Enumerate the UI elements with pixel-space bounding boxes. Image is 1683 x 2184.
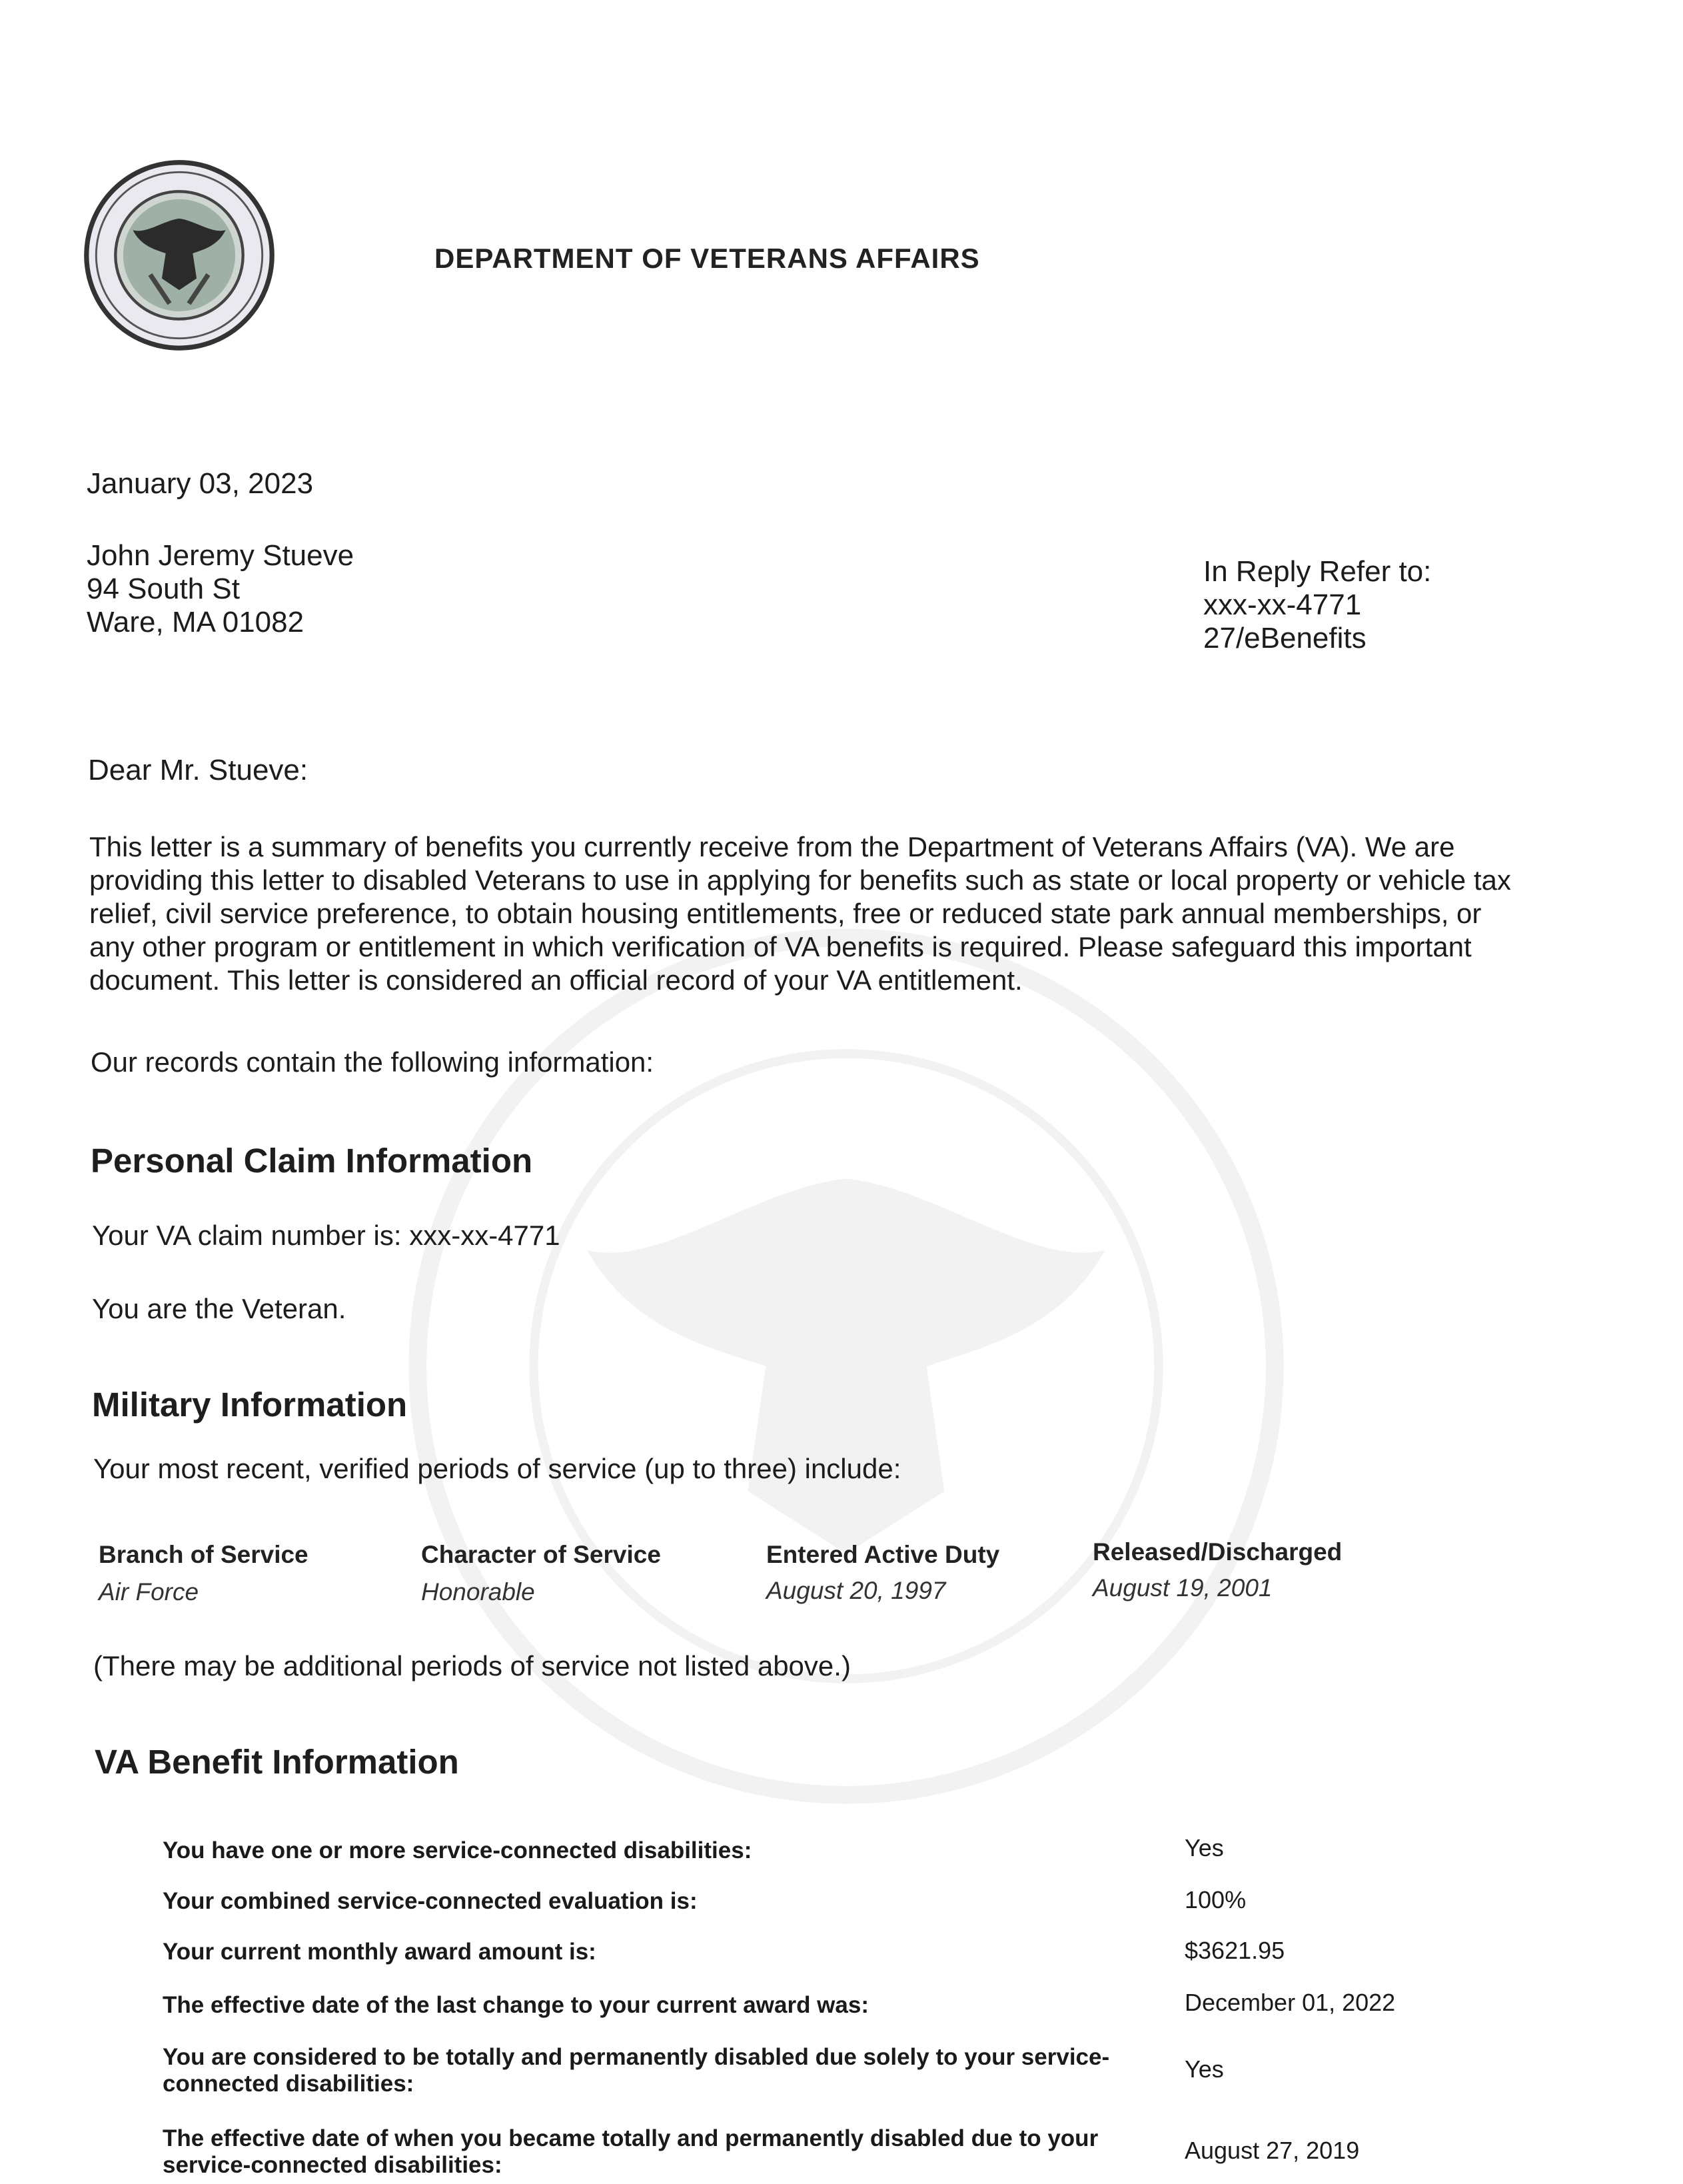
benefit-label-line: service-connected disabilities: (163, 2152, 502, 2178)
intro-line: any other program or entitlement in which verification of VA benefits is required. Please safeguard this important (89, 931, 1472, 962)
benefit-label-line: connected disabilities: (163, 2071, 414, 2097)
intro-line: document. This letter is considered an official record of your VA entitlement. (89, 964, 1023, 996)
benefit-heading: VA Benefit Information (95, 1743, 459, 1781)
personal-claim-heading: Personal Claim Information (91, 1142, 533, 1180)
benefit-value: $3621.95 (1185, 1937, 1285, 1964)
reply-file-number: xxx-xx-4771 (1203, 588, 1362, 621)
service-entered-value: August 20, 1997 (766, 1577, 946, 1604)
service-character-value: Honorable (421, 1578, 535, 1606)
recipient-city: Ware, MA 01082 (87, 606, 304, 638)
benefit-label: You have one or more service-connected disabilities: (163, 1837, 752, 1863)
records-line: Our records contain the following information: (91, 1046, 654, 1078)
letter-date: January 03, 2023 (87, 467, 314, 500)
reply-refer-label: In Reply Refer to: (1203, 555, 1432, 588)
military-heading: Military Information (92, 1386, 408, 1424)
benefit-label-line: You are considered to be totally and permanently disabled due solely to your service- (163, 2044, 1110, 2070)
intro-line: This letter is a summary of benefits you currently receive from the Department of Veterans Affairs (VA). We are (89, 831, 1455, 862)
intro-line: relief, civil service preference, to obtain housing entitlements, free or reduced state park annual memberships, or (89, 898, 1482, 929)
column-character: Character of Service (421, 1541, 661, 1568)
column-released: Released/Discharged (1093, 1538, 1343, 1566)
va-seal-logo (83, 159, 276, 352)
salutation: Dear Mr. Stueve: (88, 754, 308, 786)
benefit-value: December 01, 2022 (1185, 1989, 1396, 2016)
intro-line: providing this letter to disabled Veterans to use in applying for benefits such as state or local property or vehicle tax (89, 864, 1511, 896)
recipient-name: John Jeremy Stueve (87, 539, 354, 572)
reply-station: 27/eBenefits (1203, 622, 1367, 654)
additional-service-note: (There may be additional periods of service not listed above.) (93, 1650, 851, 1681)
benefit-label: Your current monthly award amount is: (163, 1939, 596, 1965)
benefit-value: Yes (1185, 2055, 1224, 2083)
benefit-value: August 27, 2019 (1185, 2137, 1360, 2164)
column-branch: Branch of Service (99, 1541, 308, 1568)
service-released-value: August 19, 2001 (1093, 1574, 1273, 1602)
benefit-label: Your combined service-connected evaluation is: (163, 1888, 698, 1914)
intro-paragraph (89, 830, 1555, 997)
column-entered: Entered Active Duty (766, 1541, 1000, 1568)
benefit-value: Yes (1185, 1834, 1224, 1861)
benefit-label: The effective date of the last change to your current award was: (163, 1992, 869, 2018)
benefit-value: 100% (1185, 1886, 1247, 1913)
department-title: DEPARTMENT OF VETERANS AFFAIRS (434, 243, 980, 274)
recipient-street: 94 South St (87, 572, 240, 605)
service-branch-value: Air Force (99, 1578, 199, 1606)
service-intro: Your most recent, verified periods of service (up to three) include: (93, 1453, 901, 1484)
claim-number-line: Your VA claim number is: xxx-xx-4771 (92, 1220, 560, 1251)
benefit-label-line: The effective date of when you became totally and permanently disabled due to your (163, 2125, 1099, 2151)
veteran-line: You are the Veteran. (92, 1293, 346, 1324)
